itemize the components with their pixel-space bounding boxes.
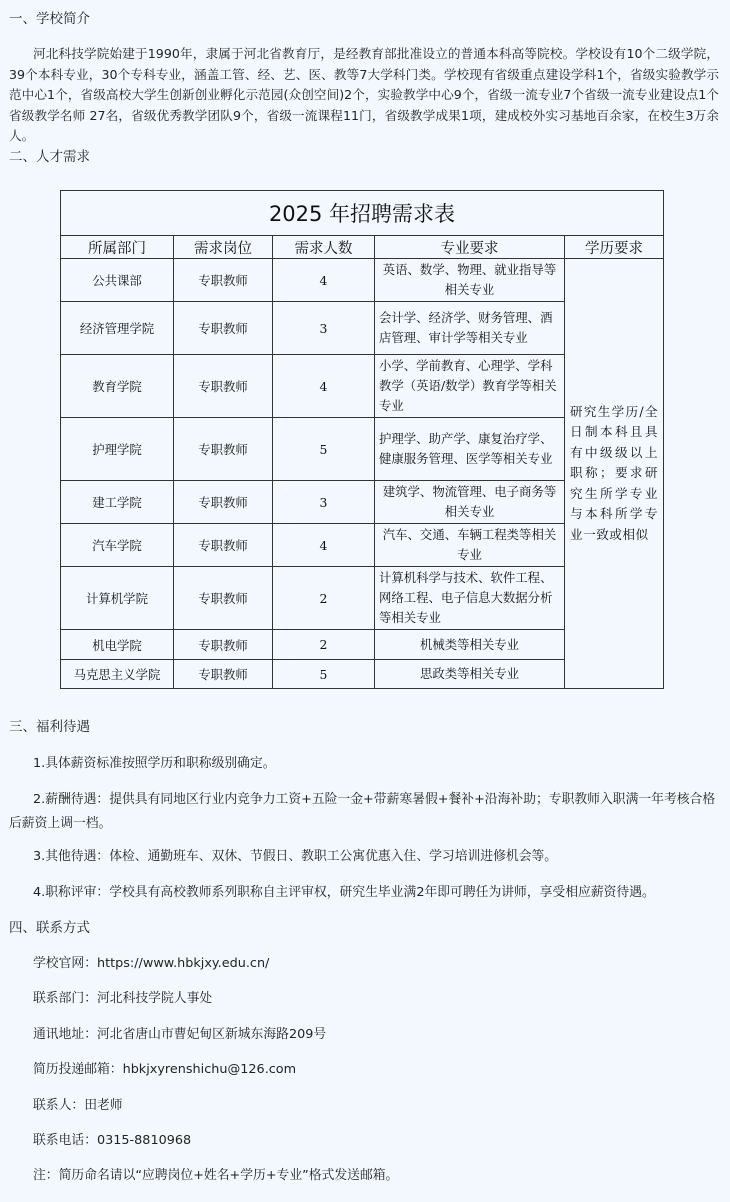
row-dept: 建工学院 — [61, 481, 174, 524]
table-header-row — [61, 236, 664, 259]
section-title-talent-demand: 二、人才需求 — [9, 149, 90, 165]
row-post: 专职教师 — [174, 524, 273, 567]
row-dept: 计算机学院 — [61, 567, 174, 630]
row-count: 5 — [273, 660, 375, 689]
row-major: 建筑学、物流管理、电子商务等相关专业 — [375, 481, 565, 524]
row-major: 会计学、经济学、财务管理、酒店管理、审计学等相关专业 — [375, 302, 565, 355]
row-post: 专职教师 — [174, 481, 273, 524]
row-post: 专职教师 — [174, 302, 273, 355]
row-dept: 教育学院 — [61, 355, 174, 418]
benefit-item: 4.职称评审：学校具有高校教师系列职称自主评审权，研究生毕业满2年即可聘任为讲师，享受相应薪资待遇。 — [33, 885, 655, 900]
row-count: 5 — [273, 418, 375, 481]
row-dept: 汽车学院 — [61, 524, 174, 567]
row-count: 3 — [273, 302, 375, 355]
contact-dept: 联系部门：河北科技学院人事处 — [33, 991, 213, 1006]
row-post: 专职教师 — [174, 418, 273, 481]
benefit-item: 1.具体薪资标准按照学历和职称级别确定。 — [33, 756, 276, 771]
row-count: 3 — [273, 481, 375, 524]
row-dept: 护理学院 — [61, 418, 174, 481]
row-dept: 马克思主义学院 — [61, 660, 174, 689]
row-major: 英语、数学、物理、就业指导等相关专业 — [375, 259, 565, 302]
row-major: 汽车、交通、车辆工程类等相关专业 — [375, 524, 565, 567]
table-title: 2025 年招聘需求表 — [61, 191, 664, 236]
row-count: 4 — [273, 355, 375, 418]
recruitment-table — [60, 190, 664, 689]
header-education: 学历要求 — [565, 236, 664, 259]
row-post: 专职教师 — [174, 630, 273, 660]
contact-person: 联系人：田老师 — [33, 1098, 123, 1113]
row-post: 专职教师 — [174, 567, 273, 630]
contact-address: 通讯地址：河北省唐山市曹妃甸区新城东海路209号 — [33, 1027, 327, 1042]
row-major: 思政类等相关专业 — [375, 660, 565, 689]
row-dept: 经济管理学院 — [61, 302, 174, 355]
row-count: 4 — [273, 259, 375, 302]
table-row — [61, 259, 664, 302]
row-dept: 机电学院 — [61, 630, 174, 660]
section-title-school-intro: 一、学校简介 — [9, 11, 90, 27]
contact-website[interactable]: 学校官网：https://www.hbkjxy.edu.cn/ — [33, 956, 270, 971]
row-post: 专职教师 — [174, 259, 273, 302]
row-post: 专职教师 — [174, 660, 273, 689]
row-count: 2 — [273, 567, 375, 630]
section-title-contact: 四、联系方式 — [9, 920, 90, 936]
row-dept: 公共课部 — [61, 259, 174, 302]
row-post: 专职教师 — [174, 355, 273, 418]
row-count: 2 — [273, 630, 375, 660]
header-major: 专业要求 — [375, 236, 565, 259]
education-requirement: 研究生学历/全日制本科且具有中级级以上职称；要求研究生所学专业与本科所学专业一致或相似 — [565, 259, 664, 689]
contact-note: 注：简历命名请以“应聘岗位+姓名+学历+专业”格式发送邮箱。 — [33, 1168, 399, 1183]
school-intro-paragraph: 河北科技学院始建于1990年，隶属于河北省教育厅，是经教育部批准设立的普通本科高等院校。学校设有10个二级学院，39个本科专业，30个专科专业，涵盖工管、经、艺、医、教等7大学科门类。学校现有省级重点建设学科1个，省级实验教学示范中心1个，省级高校大学生创新创业孵化示范园(众创空间)2个，实验教学中心9个，省级一流专业7个省级一流专业建设点1个省级教学名师 27名，省级优秀教学团队9个，省级一流课程11门，省级教学成果1项，建成校外实习基地百余家，在校生3万余人。 — [9, 46, 719, 143]
header-dept: 所属部门 — [61, 236, 174, 259]
contact-email[interactable]: 简历投递邮箱：hbkjxyrenshichu@126.com — [33, 1062, 297, 1077]
row-major: 机械类等相关专业 — [375, 630, 565, 660]
row-count: 4 — [273, 524, 375, 567]
header-post: 需求岗位 — [174, 236, 273, 259]
contact-phone: 联系电话：0315-8810968 — [33, 1133, 192, 1148]
header-count: 需求人数 — [273, 236, 375, 259]
benefit-item: 2.薪酬待遇：提供具有同地区行业内竞争力工资+五险一金+带薪寒暑假+餐补+沿海补助；专职教师入职满一年考核合格后薪资上调一档。 — [9, 792, 716, 831]
row-major: 计算机科学与技术、软件工程、网络工程、电子信息大数据分析等相关专业 — [375, 567, 565, 630]
section-title-benefits: 三、福利待遇 — [9, 719, 90, 735]
benefit-item: 3.其他待遇：体检、通勤班车、双休、节假日、教职工公寓优惠入住、学习培训进修机会等。 — [33, 849, 558, 864]
row-major: 护理学、助产学、康复治疗学、健康服务管理、医学等相关专业 — [375, 418, 565, 481]
row-major: 小学、学前教育、心理学、学科教学（英语/数学）教育学等相关专业 — [375, 355, 565, 418]
